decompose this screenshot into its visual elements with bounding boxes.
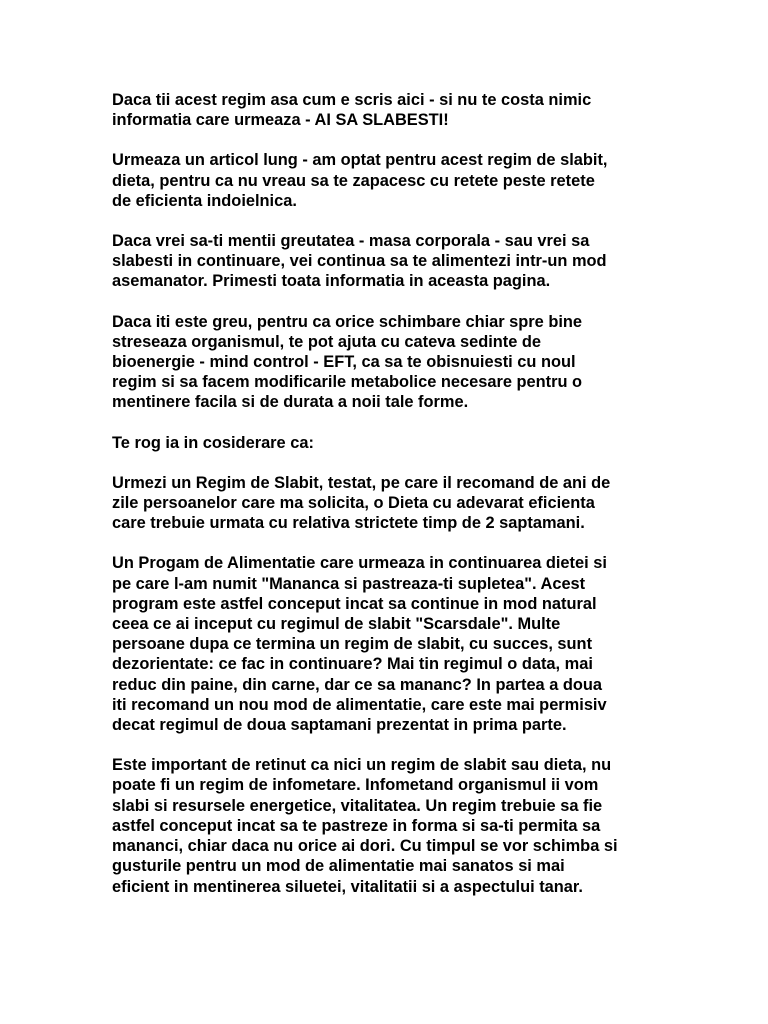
text-line: dezorientate: ce fac in continuare? Mai tin regimul o data, mai <box>112 655 593 674</box>
text-line: Urmezi un Regim de Slabit, testat, pe care il recomand de ani de <box>112 473 611 492</box>
text-line: Daca iti este greu, pentru ca orice schimbare chiar spre bine <box>112 312 583 331</box>
text-line: pe care l-am numit "Mananca si pastreaza-ti supletea". Acest <box>112 574 586 593</box>
paragraph-intro <box>112 90 660 130</box>
text-line: dieta, pentru ca nu vreau sa te zapacesc cu retete peste retete <box>112 171 595 190</box>
paragraph-nutrition-program <box>112 553 660 735</box>
text-line: streseaza organismul, te pot ajuta cu cateva sedinte de <box>112 332 542 351</box>
text-line: regim si sa facem modificarile metabolice necesare pentru o <box>112 373 583 392</box>
paragraph-maintain-weight <box>112 231 660 292</box>
text-line: poate fi un regim de infometare. Infometand organismul ii vom <box>112 776 599 795</box>
text-line: Daca vrei sa-ti mentii greutatea - masa corporala - sau vrei sa <box>112 232 590 251</box>
text-line: bioenergie - mind control - EFT, ca sa te obisnuiesti cu noul <box>112 353 576 372</box>
text-line: Te rog ia in cosiderare ca: <box>112 433 314 452</box>
text-line: eficient in mentinerea siluetei, vitalitatii si a aspectului tanar. <box>112 877 583 896</box>
text-line: mananci, chiar daca nu orice ai dori. Cu timpul se vor schimba si <box>112 837 618 856</box>
text-line: program este astfel conceput incat sa continue in mod natural <box>112 594 597 613</box>
text-line: asemanator. Primesti toata informatia in aceasta pagina. <box>112 272 551 291</box>
text-line: zile persoanelor care ma solicita, o Dieta cu adevarat eficienta <box>112 494 595 513</box>
text-line: slabi si resursele energetice, vitalitatea. Un regim trebuie sa fie <box>112 796 603 815</box>
paragraph-article-note <box>112 150 660 211</box>
text-line: mentinere facila si de durata a noii tale forme. <box>112 393 469 412</box>
text-line: Urmeaza un articol lung - am optat pentru acest regim de slabit, <box>112 151 608 170</box>
text-line: ceea ce ai inceput cu regimul de slabit "Scarsdale". Multe <box>112 615 561 634</box>
text-line: iti recomand un nou mod de alimentatie, care este mai permisiv <box>112 695 607 714</box>
paragraph-consider <box>112 433 660 453</box>
document-body <box>112 90 660 917</box>
text-line: Este important de retinut ca nici un regim de slabit sau dieta, nu <box>112 756 612 775</box>
text-line: Daca tii acest regim asa cum e scris aici - si nu te costa nimic <box>112 91 592 109</box>
paragraph-bioenergy-help <box>112 312 660 413</box>
text-line: gusturile pentru un mod de alimentatie mai sanatos si mai <box>112 857 565 876</box>
text-line: persoane dupa ce termina un regim de slabit, cu succes, sunt <box>112 635 593 654</box>
text-line: Un Progam de Alimentatie care urmeaza in continuarea dietei si <box>112 554 607 573</box>
text-line: reduc din paine, din carne, dar ce sa mananc? In partea a doua <box>112 675 603 694</box>
text-line: de eficienta indoielnica. <box>112 191 297 210</box>
text-line: decat regimul de doua saptamani prezentat in prima parte. <box>112 716 567 735</box>
text-line: informatia care urmeaza - AI SA SLABESTI! <box>112 111 449 130</box>
text-line: care trebuie urmata cu relativa strictete timp de 2 saptamani. <box>112 514 585 533</box>
text-line: slabesti in continuare, vei continua sa te alimentezi intr-un mod <box>112 252 607 271</box>
paragraph-diet-regime <box>112 473 660 534</box>
paragraph-important-note <box>112 755 660 896</box>
text-line: astfel conceput incat sa te pastreze in forma si sa-ti permita sa <box>112 816 601 835</box>
